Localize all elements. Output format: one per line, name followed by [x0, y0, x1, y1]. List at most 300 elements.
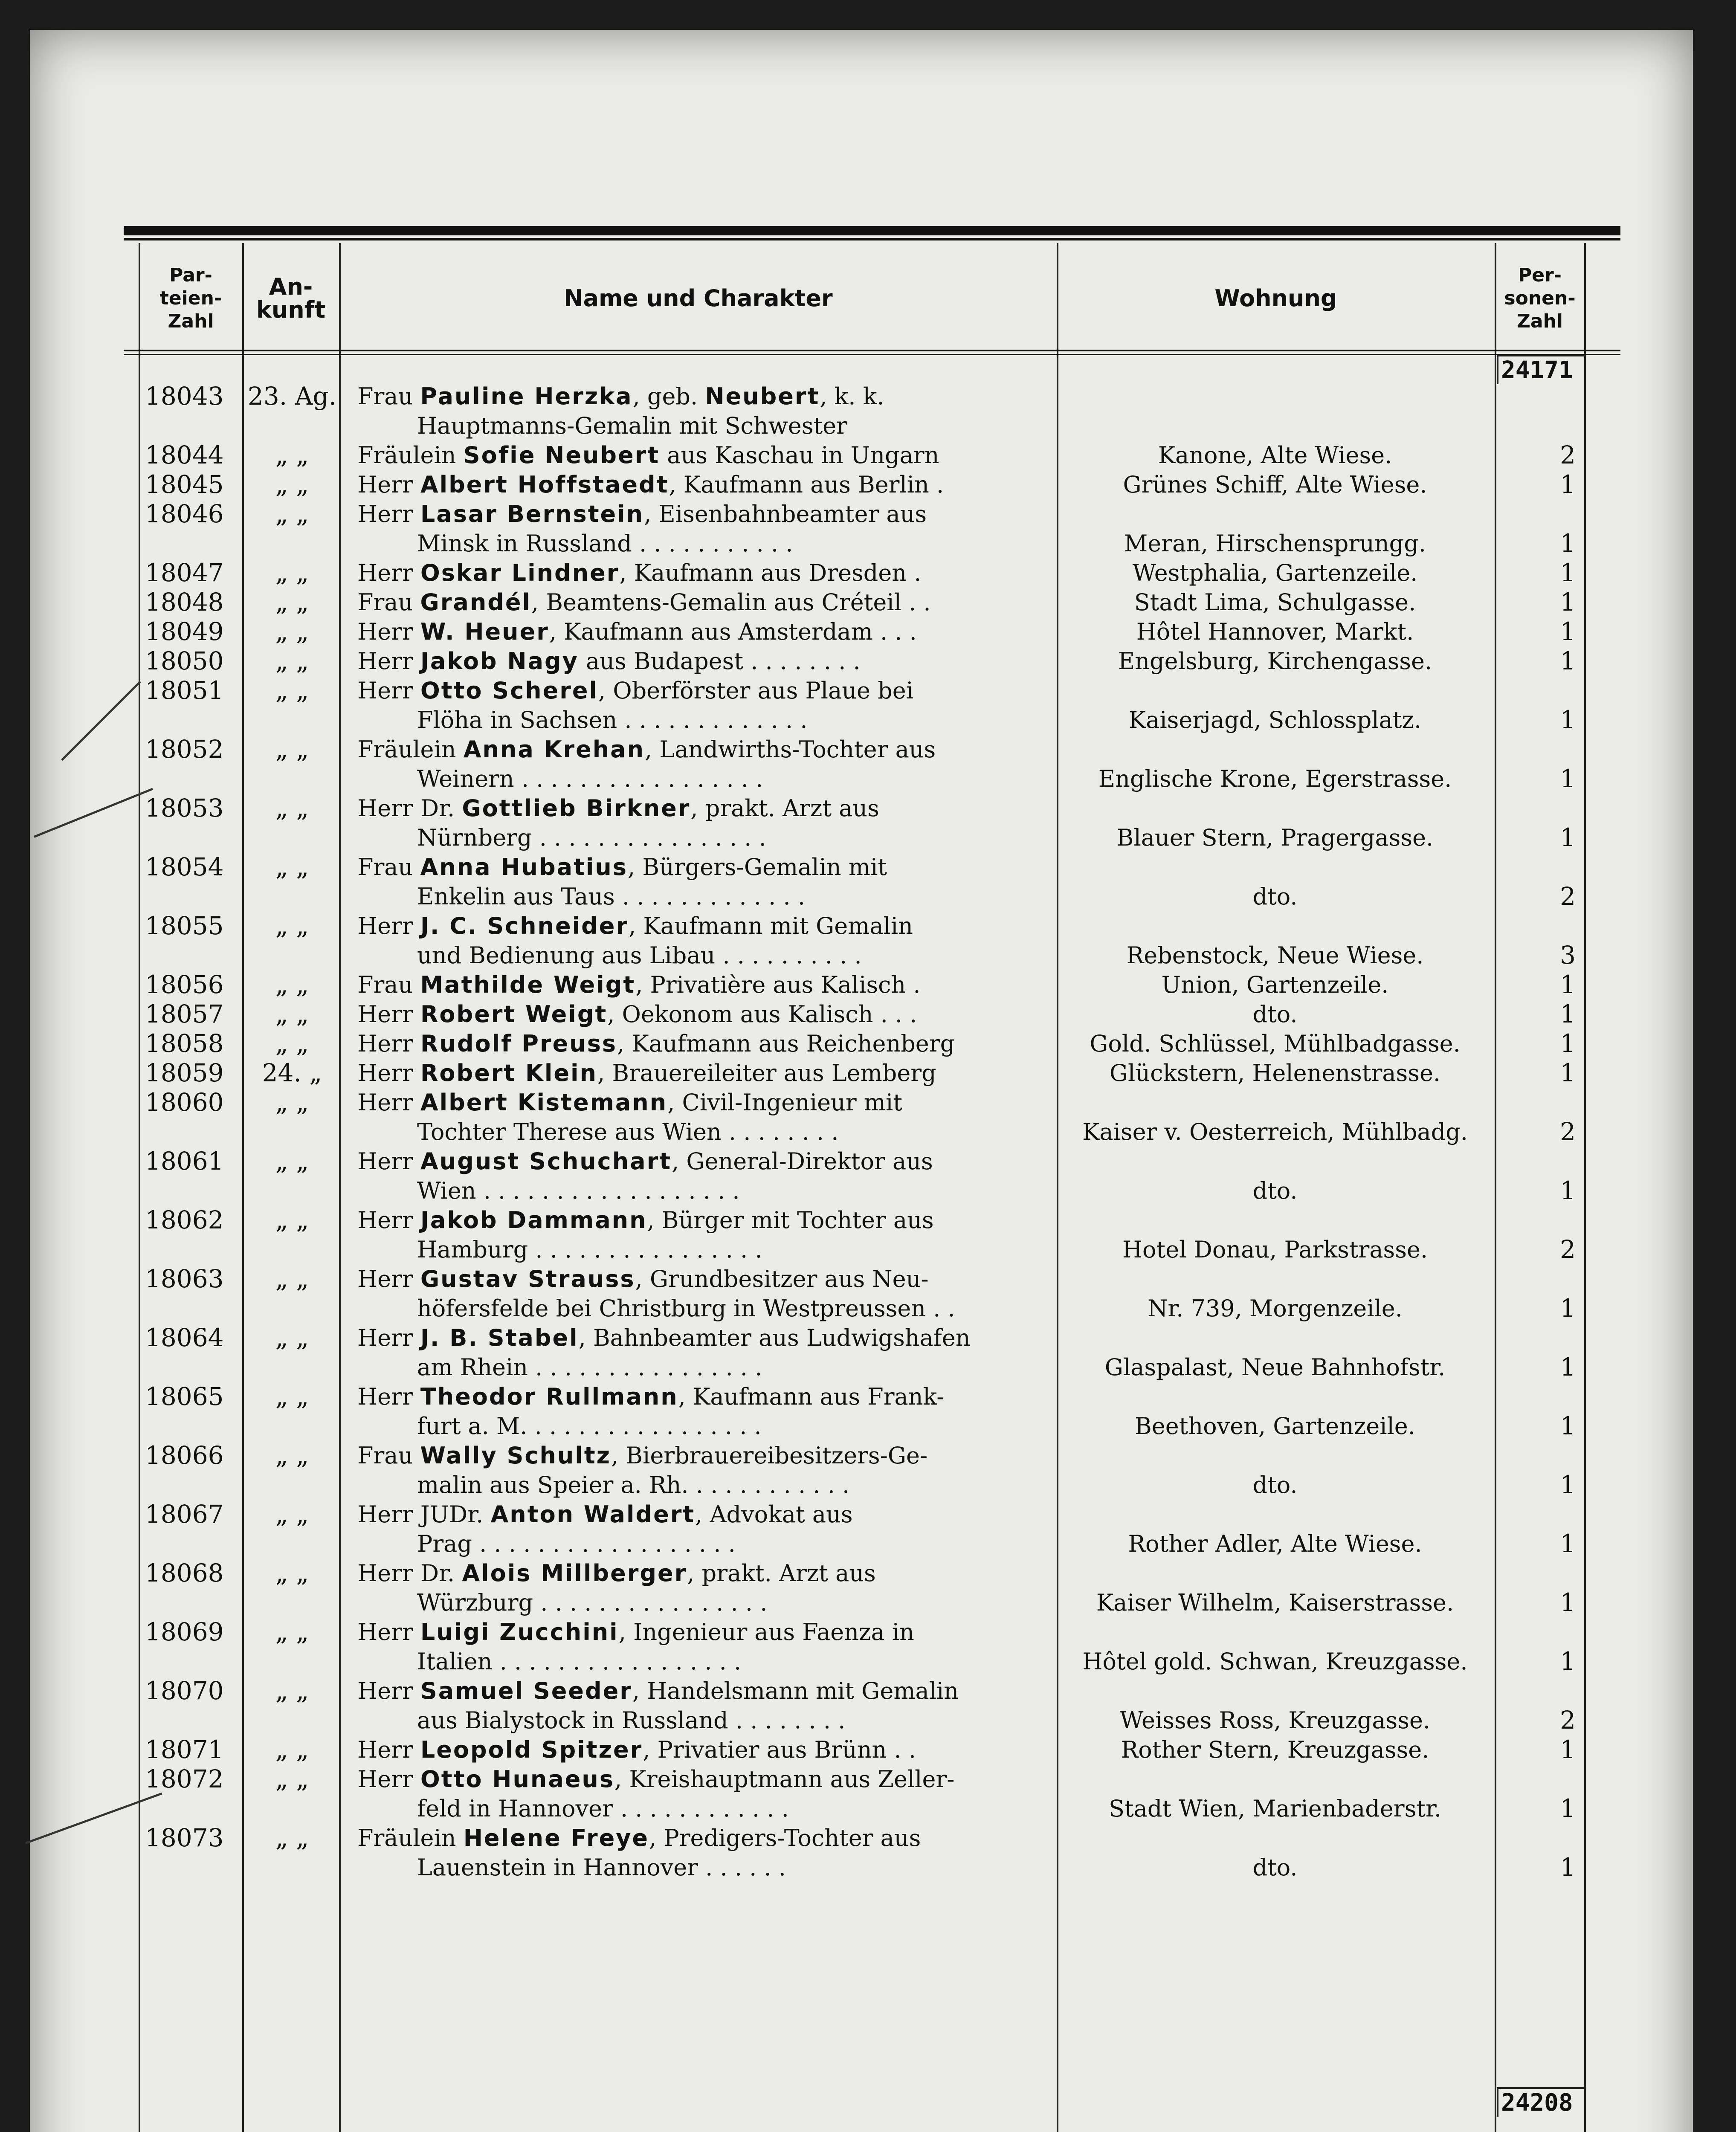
entry-text: , Handelsmann mit Gemalin: [632, 1677, 959, 1704]
entry-name-line: [357, 440, 1048, 470]
entry-name-line: [357, 1264, 1048, 1294]
person-name: Sofie Neubert: [463, 442, 660, 469]
entry-personen: 1: [1560, 1294, 1576, 1323]
entry-nr: 18067: [145, 1500, 224, 1529]
entry-nr: 18061: [145, 1147, 224, 1176]
header-personen-zahl: Per- sonen- Zahl: [1504, 264, 1576, 332]
entry-ankunft: „ „: [275, 646, 309, 675]
entry-nr: 18072: [145, 1764, 224, 1793]
person-name: Oskar Lindner: [420, 559, 620, 586]
entry-ankunft: „ „: [275, 852, 309, 881]
entry-nr: 18049: [145, 617, 224, 646]
entry-wohnung: Beethoven, Gartenzeile.: [1135, 1413, 1415, 1440]
entry-ankunft: „ „: [275, 470, 309, 499]
entry-text: Herr: [357, 648, 420, 675]
entry-text: Frau: [357, 589, 420, 616]
entry-name: [357, 1323, 1048, 1382]
entry-wohnung: dto.: [1252, 883, 1298, 910]
entry-ankunft: „ „: [275, 1558, 309, 1587]
entry-personen: 1: [1560, 1176, 1576, 1205]
entry-nr: 18066: [145, 1441, 224, 1470]
entry-personen: 1: [1560, 1470, 1576, 1499]
entry-text: Herr: [357, 1736, 420, 1763]
entry-nr: 18069: [145, 1617, 224, 1646]
entry-name-line: [357, 794, 1048, 823]
entry-ankunft: „ „: [275, 911, 309, 940]
entry-name: [357, 999, 1048, 1029]
entry-name-continuation: Würzburg . . . . . . . . . . . . . . . .: [417, 1589, 768, 1616]
entry-text: , geb.: [632, 383, 705, 410]
entry-text: Frau: [357, 383, 420, 410]
entry-name-line: [357, 1823, 1048, 1853]
entry-personen: 1: [1560, 970, 1576, 999]
entry-name-continuation: Minsk in Russland . . . . . . . . . . .: [417, 530, 793, 557]
entry-personen: 1: [1560, 1647, 1576, 1676]
entry-nr: 18060: [145, 1088, 224, 1117]
entry-name-continuation: Enkelin aus Taus . . . . . . . . . . . . .: [417, 883, 806, 910]
header-ankunft: An- kunft: [256, 273, 326, 323]
entry-ankunft: 23. Ag.: [247, 382, 337, 411]
entry-ankunft: „ „: [275, 999, 309, 1028]
person-name: Helene Freye: [463, 1825, 649, 1851]
entry-personen: 1: [1560, 1029, 1576, 1058]
col-line-left: [139, 243, 140, 2132]
entry-wohnung: Rother Stern, Kreuzgasse.: [1121, 1736, 1429, 1763]
entry-wohnung: Engelsburg, Kirchengasse.: [1118, 648, 1432, 675]
entry-wohnung: Hôtel gold. Schwan, Kreuzgasse.: [1082, 1648, 1468, 1675]
entry-text: , Brauereileiter aus Lemberg: [597, 1060, 936, 1086]
entry-text: , Privatier aus Brünn . .: [643, 1736, 916, 1763]
person-name: J. C. Schneider: [420, 912, 629, 939]
entry-nr: 18068: [145, 1558, 224, 1587]
entry-personen: 1: [1560, 646, 1576, 675]
entry-name: [357, 499, 1048, 558]
entry-name-line: [357, 588, 1048, 617]
entry-ankunft: „ „: [275, 1823, 309, 1852]
entry-text: Herr: [357, 618, 420, 645]
entry-text: Herr Dr.: [357, 795, 462, 822]
entry-text: Herr: [357, 1266, 420, 1292]
col-line-2: [339, 243, 341, 2132]
entry-name-continuation: malin aus Speier a. Rh. . . . . . . . . . . .: [417, 1472, 850, 1498]
entry-text: , Eisenbahnbeamter aus: [644, 501, 927, 527]
entry-personen: 1: [1560, 999, 1576, 1028]
entry-name-line: [357, 1617, 1048, 1647]
entry-text: , Privatière aus Kalisch .: [635, 971, 921, 998]
entry-name-line: [357, 735, 1048, 764]
entry-wohnung: dto.: [1252, 1854, 1298, 1881]
entry-ankunft: „ „: [275, 617, 309, 646]
entry-text: , Kaufmann mit Gemalin: [629, 912, 913, 939]
entry-ankunft: „ „: [275, 1500, 309, 1529]
entry-ankunft: „ „: [275, 1029, 309, 1058]
entry-text: Herr: [357, 471, 420, 498]
entry-name-line: [357, 1441, 1048, 1470]
entry-ankunft: „ „: [275, 1382, 309, 1411]
entry-personen: 1: [1560, 588, 1576, 617]
person-name: Alois Millberger: [462, 1560, 687, 1587]
entry-name-line: [357, 1029, 1048, 1058]
entry-ankunft: „ „: [275, 794, 309, 823]
carry-over-value: 24171: [1497, 355, 1586, 384]
entry-wohnung: Meran, Hirschensprungg.: [1124, 530, 1426, 557]
entry-name-line: [357, 1735, 1048, 1764]
entry-personen: 1: [1560, 1353, 1576, 1382]
entry-wohnung: Stadt Lima, Schulgasse.: [1134, 589, 1416, 616]
entry-name: [357, 1088, 1048, 1147]
entry-name-continuation: Hamburg . . . . . . . . . . . . . . . .: [417, 1236, 762, 1263]
entry-text: Frau: [357, 971, 420, 998]
entry-personen: 2: [1560, 1117, 1576, 1146]
entry-personen: 2: [1560, 882, 1576, 911]
entry-text: , Landwirths-Tochter aus: [645, 736, 936, 763]
entry-wohnung: Kaiser Wilhelm, Kaiserstrasse.: [1096, 1589, 1454, 1616]
entry-name: [357, 1500, 1048, 1558]
person-name: Otto Hunaeus: [420, 1766, 615, 1793]
person-name: Robert Weigt: [420, 1001, 608, 1028]
entry-wohnung: Rebenstock, Neue Wiese.: [1126, 942, 1424, 969]
entry-name-line: [357, 1147, 1048, 1176]
entry-name: [357, 1441, 1048, 1500]
entry-text: Herr: [357, 677, 420, 704]
entry-nr: 18047: [145, 558, 224, 587]
entry-nr: 18048: [145, 588, 224, 617]
entry-name: [357, 1205, 1048, 1264]
header-name-und-charakter: Name und Charakter: [564, 285, 833, 312]
entry-personen: 1: [1560, 1794, 1576, 1823]
entry-nr: 18063: [145, 1264, 224, 1293]
entry-name-line: [357, 852, 1048, 882]
entry-name-continuation: Tochter Therese aus Wien . . . . . . . .: [417, 1118, 839, 1145]
entry-text: , Oekonom aus Kalisch . . .: [607, 1001, 917, 1028]
entry-nr: 18057: [145, 999, 224, 1028]
entry-wohnung: Glaspalast, Neue Bahnhofstr.: [1104, 1354, 1446, 1381]
entry-name: [357, 1558, 1048, 1617]
top-rule-thick: [124, 226, 1620, 235]
entry-name-continuation: Hauptmanns-Gemalin mit Schwester: [417, 412, 847, 439]
entry-ankunft: „ „: [275, 1441, 309, 1470]
entry-name: [357, 646, 1048, 676]
entry-name: [357, 1676, 1048, 1735]
entry-wohnung: dto.: [1252, 1472, 1298, 1498]
entry-personen: 1: [1560, 558, 1576, 587]
entry-personen: 1: [1560, 617, 1576, 646]
entry-name: [357, 852, 1048, 911]
entry-name: [357, 1029, 1048, 1058]
entry-ankunft: „ „: [275, 499, 309, 528]
entry-wohnung: Hotel Donau, Parkstrasse.: [1122, 1236, 1428, 1263]
entry-ankunft: „ „: [275, 1088, 309, 1117]
entry-name-line: [357, 1500, 1048, 1529]
entry-name: [357, 1147, 1048, 1205]
entry-text: , General-Direktor aus: [672, 1148, 933, 1175]
header-rule-2: [124, 354, 1620, 355]
entry-name-line: [357, 617, 1048, 646]
col-line-right: [1584, 243, 1586, 2132]
entry-wohnung: Stadt Wien, Marienbaderstr.: [1108, 1795, 1442, 1822]
entry-text: , prakt. Arzt aus: [687, 1560, 876, 1587]
entry-personen: 1: [1560, 529, 1576, 558]
col-line-4: [1495, 243, 1496, 2132]
entry-name: [357, 1823, 1048, 1882]
entry-name-continuation: feld in Hannover . . . . . . . . . . . .: [417, 1795, 789, 1822]
entry-name-line: [357, 1323, 1048, 1353]
entry-nr: 18046: [145, 499, 224, 528]
entry-name: [357, 588, 1048, 617]
entry-name-continuation: Italien . . . . . . . . . . . . . . . . .: [417, 1648, 742, 1675]
entry-nr: 18071: [145, 1735, 224, 1764]
entry-name-continuation: Wien . . . . . . . . . . . . . . . . . .: [417, 1177, 740, 1204]
entry-text: , k. k.: [820, 383, 884, 410]
entry-text: , Kreishauptmann aus Zeller-: [614, 1766, 955, 1793]
entry-wohnung: Blauer Stern, Pragergasse.: [1116, 824, 1434, 851]
entry-text: , Kaufmann aus Reichenberg: [617, 1030, 955, 1057]
entry-ankunft: „ „: [275, 970, 309, 999]
entry-name-line: [357, 1088, 1048, 1117]
entry-personen: 1: [1560, 1588, 1576, 1617]
entry-text: Fräulein: [357, 442, 464, 469]
person-name: Anton Waldert: [490, 1501, 696, 1528]
entry-wohnung: Kaiser v. Oesterreich, Mühlbadg.: [1082, 1118, 1468, 1145]
entry-wohnung: Nr. 739, Morgenzeile.: [1148, 1295, 1403, 1322]
entry-name: [357, 617, 1048, 646]
entry-name: [357, 1264, 1048, 1323]
person-name: Anna Hubatius: [420, 854, 628, 881]
entry-name: [357, 1617, 1048, 1676]
entry-text: Herr: [357, 1766, 420, 1793]
entry-nr: 18045: [145, 470, 224, 499]
header-parteien-zahl: Par- teien- Zahl: [159, 264, 222, 332]
header-wohnung: Wohnung: [1214, 285, 1337, 312]
person-name: Leopold Spitzer: [420, 1736, 643, 1763]
person-name: Jakob Nagy: [420, 648, 579, 675]
entry-wohnung: dto.: [1252, 1177, 1298, 1204]
top-rule-thin: [124, 238, 1620, 240]
entry-ankunft: „ „: [275, 1323, 309, 1352]
entry-personen: 2: [1560, 1706, 1576, 1735]
entry-name-line: [357, 499, 1048, 529]
entry-wohnung: Kaiserjagd, Schlossplatz.: [1128, 707, 1422, 733]
entry-personen: 1: [1560, 1411, 1576, 1440]
entry-ankunft: „ „: [275, 1264, 309, 1293]
entry-name: [357, 382, 1048, 440]
person-name: Luigi Zucchini: [420, 1619, 619, 1645]
entry-text: , Bürger mit Tochter aus: [647, 1207, 934, 1234]
entry-ankunft: „ „: [275, 588, 309, 617]
entry-ankunft: „ „: [275, 1676, 309, 1705]
entry-name: [357, 558, 1048, 588]
entry-wohnung: Kanone, Alte Wiese.: [1158, 442, 1392, 469]
entry-text: , prakt. Arzt aus: [690, 795, 879, 822]
person-name: J. B. Stabel: [420, 1324, 579, 1351]
entry-name-line: [357, 999, 1048, 1029]
entry-name-line: [357, 676, 1048, 705]
person-name: Anna Krehan: [463, 736, 645, 763]
entry-text: , Kaufmann aus Dresden .: [619, 559, 922, 586]
entry-name: [357, 970, 1048, 999]
entry-name-continuation: und Bedienung aus Libau . . . . . . . . . .: [417, 942, 862, 969]
entry-name: [357, 1764, 1048, 1823]
entry-text: , Oberförster aus Plaue bei: [598, 677, 913, 704]
entry-personen: 2: [1560, 1235, 1576, 1264]
person-name: Lasar Bernstein: [420, 501, 644, 527]
entry-ankunft: „ „: [275, 1147, 309, 1176]
entry-nr: 18070: [145, 1676, 224, 1705]
entry-text: , Predigers-Tochter aus: [649, 1825, 921, 1851]
entry-text: , Advokat aus: [695, 1501, 853, 1528]
entry-name-continuation: Lauenstein in Hannover . . . . . .: [417, 1854, 786, 1881]
entry-text: , Kaufmann aus Frank-: [678, 1383, 945, 1410]
entry-ankunft: „ „: [275, 1205, 309, 1234]
entry-personen: 1: [1560, 470, 1576, 499]
person-name: Rudolf Preuss: [420, 1030, 617, 1057]
entry-name-line: [357, 1558, 1048, 1588]
entry-text: Herr: [357, 912, 420, 939]
entry-text: , Civil-Ingenieur mit: [667, 1089, 902, 1116]
entry-text: , Bahnbeamter aus Ludwigshafen: [578, 1324, 971, 1351]
entry-name-continuation: am Rhein . . . . . . . . . . . . . . . .: [417, 1354, 762, 1381]
entry-text: Herr: [357, 1060, 420, 1086]
entry-ankunft: „ „: [275, 676, 309, 705]
entry-personen: 1: [1560, 823, 1576, 852]
entry-name: [357, 440, 1048, 470]
entry-wohnung: Weisses Ross, Kreuzgasse.: [1119, 1707, 1431, 1734]
entry-text: Herr: [357, 1148, 420, 1175]
entry-text: Herr: [357, 501, 420, 527]
entry-name-continuation: Prag . . . . . . . . . . . . . . . . . .: [417, 1530, 736, 1557]
entry-text: Herr: [357, 559, 420, 586]
entry-nr: 18073: [145, 1823, 224, 1852]
entry-text: Frau: [357, 1442, 420, 1469]
person-name: Neubert: [705, 383, 820, 410]
entry-name: [357, 470, 1048, 499]
entry-wohnung: Hôtel Hannover, Markt.: [1136, 618, 1414, 645]
entry-personen: 1: [1560, 1529, 1576, 1558]
entry-wohnung: Rother Adler, Alte Wiese.: [1128, 1530, 1422, 1557]
entry-ankunft: „ „: [275, 558, 309, 587]
entry-personen: 2: [1560, 440, 1576, 469]
entry-personen: 1: [1560, 1735, 1576, 1764]
entry-nr: 18055: [145, 911, 224, 940]
entry-text: , Bierbrauereibesitzers-Ge-: [611, 1442, 928, 1469]
entry-name-line: [357, 382, 1048, 411]
entry-text: Herr: [357, 1324, 420, 1351]
entry-name-continuation: Nürnberg . . . . . . . . . . . . . . . .: [417, 824, 766, 851]
entry-personen: 1: [1560, 764, 1576, 793]
entry-text: Fräulein: [357, 736, 464, 763]
person-name: Theodor Rullmann: [420, 1383, 678, 1410]
entry-ankunft: „ „: [275, 1735, 309, 1764]
entry-name: [357, 1058, 1048, 1088]
entry-text: Herr: [357, 1207, 420, 1234]
entry-name-line: [357, 1382, 1048, 1411]
entry-name-line: [357, 470, 1048, 499]
entry-text: Herr: [357, 1089, 420, 1116]
entry-text: aus Budapest . . . . . . . .: [578, 648, 861, 675]
person-name: Albert Kistemann: [420, 1089, 668, 1116]
entry-text: aus Kaschau in Ungarn: [660, 442, 939, 469]
entry-wohnung: Gold. Schlüssel, Mühlbadgasse.: [1090, 1030, 1461, 1057]
entry-nr: 18052: [145, 735, 224, 764]
total-value: 24208: [1497, 2087, 1586, 2117]
col-line-3: [1057, 243, 1058, 2132]
entry-wohnung: Englische Krone, Egerstrasse.: [1098, 765, 1452, 792]
entry-text: Frau: [357, 854, 420, 881]
entry-wohnung: dto.: [1252, 1001, 1298, 1028]
entry-nr: 18050: [145, 646, 224, 675]
entry-name-line: [357, 911, 1048, 941]
entry-wohnung: Grünes Schiff, Alte Wiese.: [1123, 471, 1427, 498]
person-name: Gustav Strauss: [420, 1266, 635, 1292]
entry-wohnung: Westphalia, Gartenzeile.: [1132, 559, 1418, 586]
entry-personen: 1: [1560, 1853, 1576, 1882]
person-name: Albert Hoffstaedt: [420, 471, 669, 498]
entry-text: Herr: [357, 1383, 420, 1410]
entry-text: Herr: [357, 1677, 420, 1704]
entry-ankunft: „ „: [275, 1617, 309, 1646]
entry-name-line: [357, 1764, 1048, 1794]
entry-name-continuation: höfersfelde bei Christburg in Westpreussen . .: [417, 1295, 955, 1322]
entry-name: [357, 676, 1048, 735]
entry-wohnung: Glückstern, Helenenstrasse.: [1109, 1060, 1441, 1086]
entry-name-line: [357, 646, 1048, 676]
entry-text: Herr: [357, 1619, 420, 1645]
entry-name-line: [357, 558, 1048, 588]
person-name: Jakob Dammann: [420, 1207, 647, 1234]
entry-text: Fräulein: [357, 1825, 464, 1851]
entry-name-line: [357, 1676, 1048, 1706]
entry-name-line: [357, 1205, 1048, 1235]
entry-personen: 3: [1560, 941, 1576, 970]
entry-personen: 1: [1560, 1058, 1576, 1087]
entry-nr: 18065: [145, 1382, 224, 1411]
entry-wohnung: Union, Gartenzeile.: [1161, 971, 1389, 998]
entry-text: , Beamtens-Gemalin aus Créteil . .: [531, 589, 931, 616]
person-name: Robert Klein: [420, 1060, 597, 1086]
person-name: Samuel Seeder: [420, 1677, 632, 1704]
person-name: August Schuchart: [420, 1148, 672, 1175]
entry-text: Herr: [357, 1030, 420, 1057]
person-name: W. Heuer: [420, 618, 549, 645]
entry-name: [357, 911, 1048, 970]
entry-nr: 18043: [145, 382, 224, 411]
entry-name: [357, 794, 1048, 852]
entry-text: Herr: [357, 1001, 420, 1028]
entry-name-continuation: aus Bialystock in Russland . . . . . . . .: [417, 1707, 846, 1734]
person-name: Gottlieb Birkner: [462, 795, 691, 822]
entry-name: [357, 1382, 1048, 1441]
entry-name-continuation: furt a. M. . . . . . . . . . . . . . . . .: [417, 1413, 762, 1440]
entry-nr: 18053: [145, 794, 224, 823]
entry-name: [357, 1735, 1048, 1764]
header-rule-1: [124, 350, 1620, 351]
person-name: Pauline Herzka: [420, 383, 633, 410]
person-name: Mathilde Weigt: [420, 971, 636, 998]
entry-text: , Kaufmann aus Berlin .: [669, 471, 944, 498]
entry-ankunft: „ „: [275, 440, 309, 469]
person-name: Otto Scherel: [420, 677, 599, 704]
person-name: Grandél: [420, 589, 532, 616]
entry-personen: 1: [1560, 705, 1576, 734]
person-name: Wally Schultz: [420, 1442, 612, 1469]
entry-name-line: [357, 1058, 1048, 1088]
entry-text: Herr JUDr.: [357, 1501, 491, 1528]
entry-ankunft: 24. „: [262, 1058, 322, 1087]
entry-text: , Kaufmann aus Amsterdam . . .: [549, 618, 917, 645]
entry-nr: 18044: [145, 440, 224, 469]
entry-ankunft: „ „: [275, 735, 309, 764]
entry-name: [357, 735, 1048, 794]
